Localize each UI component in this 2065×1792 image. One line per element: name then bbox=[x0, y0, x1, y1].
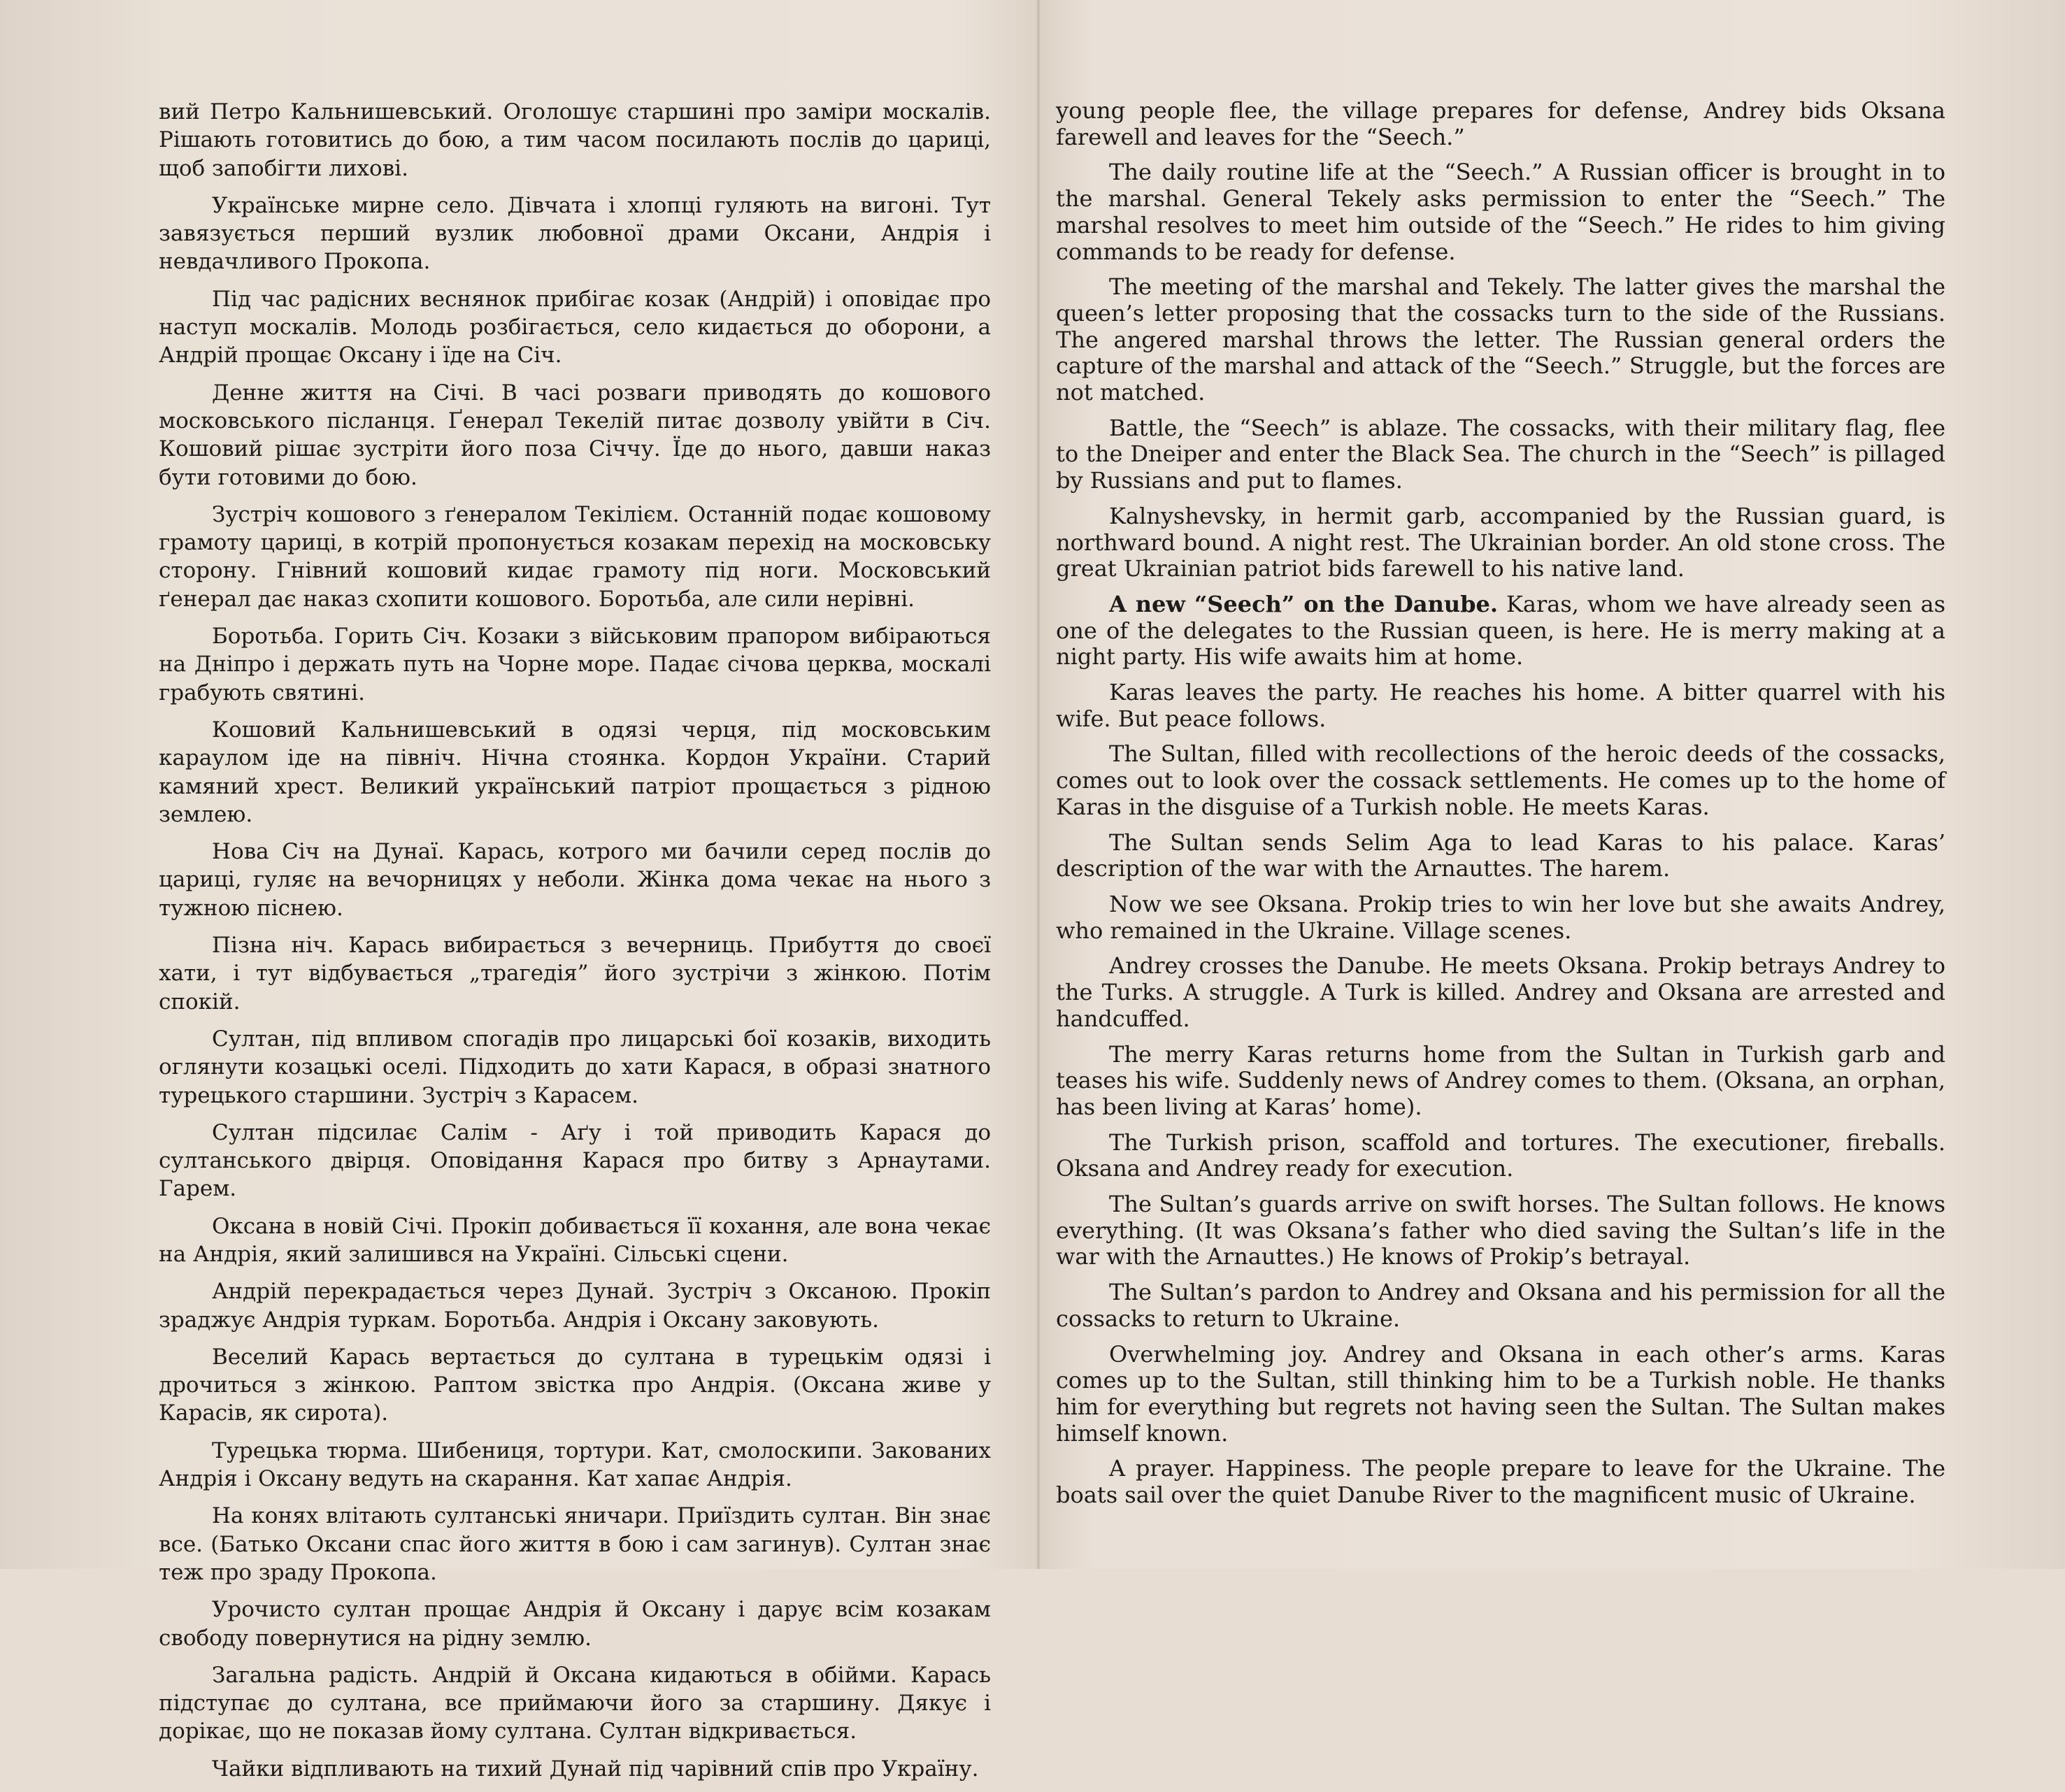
ukrainian-synopsis-column bbox=[159, 98, 991, 1792]
bold-lead: A new “Seech” on the Danube. bbox=[1109, 590, 1499, 617]
paragraph: The meeting of the marshal and Tekely. The latter gives the marshal the queen’s letter proposing that the cossacks turn to the side of the Russians. The angered marshal throws the letter. The Russian general orders the capture of the marshal and attack of the “Seech.” Struggle, but the forces are not matched. bbox=[1056, 273, 1945, 406]
paragraph: The Sultan’s guards arrive on swift horses. The Sultan follows. He knows everything. (It was Oksana’s father who died saving the Sultan’s life in the war with the Arnauttes.) He knows of Prokip’s betrayal. bbox=[1056, 1191, 1945, 1270]
paragraph: The merry Karas returns home from the Sultan in Turkish garb and teases his wife. Suddenly news of Andrey comes to them. (Oksana, an orphan, has been living at Karas’ home). bbox=[1056, 1040, 1945, 1120]
paragraph: Веселий Карась вертається до султана в турецькім одязі і дрочиться з жінкою. Раптом звістка про Андрія. (Оксана живе у Карасів, як сирота). bbox=[159, 1344, 991, 1426]
paragraph: Турецька тюрма. Шибениця, тортури. Кат, смолоскипи. Закованих Андрія і Оксану ведуть на скарання. Кат хапає Андрія. bbox=[159, 1438, 991, 1492]
paragraph: Kalnyshevsky, in hermit garb, accompanied by the Russian guard, is northward bound. A night rest. The Ukrainian border. An old stone cross. The great Ukrainian patriot bids farewell to his native land. bbox=[1056, 502, 1945, 582]
center-fold bbox=[1036, 0, 1041, 1569]
paragraph: Султан підсилає Салім - Аґу і той приводить Карася до султанського двірця. Оповідання Карася про битву з Арнаутами. Гарем. bbox=[159, 1119, 991, 1202]
paragraph: Now we see Oksana. Prokip tries to win her love but she awaits Andrey, who remained in the Ukraine. Village scenes. bbox=[1056, 890, 1945, 944]
paragraph: Денне життя на Січі. В часі розваги приводять до кошового московського післанця. Ґенерал Текелій питає дозволу увійти в Січ. Кошовий рішає зустріти його поза Січчу. Їде до нього, давши наказ бути готовими до бою. bbox=[159, 380, 991, 490]
paragraph: Кошовий Кальнишевський в одязі черця, під московським караулом іде на північ. Нічна стоянка. Кордон України. Старий камяний хрест. Великий український патріот прощається з рідною землею. bbox=[159, 717, 991, 827]
english-synopsis-column bbox=[1056, 98, 1945, 1518]
paragraph: Оксана в новій Січі. Прокіп добивається її кохання, але вона чекає на Андрія, який залишився на Україні. Сільські сцени. bbox=[159, 1213, 991, 1267]
paragraph: The daily routine life at the “Seech.” A Russian officer is brought in to the marshal. General Tekely asks permission to enter the “Seech.” The marshal resolves to meet him outside of the “Seech.” He rides to him giving commands to be ready for defense. bbox=[1056, 159, 1945, 265]
paragraph: вий Петро Кальнишевський. Оголошує старшині про заміри москалів. Рішають готовитись до бою, а тим часом посилають послів до цариці, щоб запобігти лихові. bbox=[159, 99, 991, 181]
paragraph: The Turkish prison, scaffold and tortures. The executioner, fireballs. Oksana and Andrey ready for execution. bbox=[1056, 1128, 1945, 1182]
paragraph: Karas leaves the party. He reaches his home. A bitter quarrel with his wife. But peace follows. bbox=[1056, 679, 1945, 732]
paragraph: young people flee, the village prepares for defense, Andrey bids Oksana farewell and leaves for the “Seech.” bbox=[1056, 97, 1945, 150]
paragraph: Андрій перекрадається через Дунай. Зустріч з Оксаною. Прокіп зраджує Андрія туркам. Боротьба. Андрія і Оксану заковують. bbox=[159, 1279, 991, 1333]
paragraph: The Sultan sends Selim Aga to lead Karas to his palace. Karas’ description of the war with the Arnauttes. The harem. bbox=[1056, 829, 1945, 882]
paragraph: Пізна ніч. Карась вибирається з вечерниць. Прибуття до своєї хати, і тут відбувається „трагедія” його зустрічи з жінкою. Потім спокій. bbox=[159, 933, 991, 1015]
paragraph: Урочисто султан прощає Андрія й Оксану і дарує всім козакам свободу повернутися на рідну землю. bbox=[159, 1597, 991, 1651]
paragraph: Battle, the “Seech” is ablaze. The cossacks, with their military flag, flee to the Dneiper and enter the Black Sea. The church in the “Seech” is pillaged by Russians and put to flames. bbox=[1056, 414, 1945, 494]
paragraph: A prayer. Happiness. The people prepare to leave for the Ukraine. The boats sail over the quiet Danube River to the magnificent music of Ukraine. bbox=[1056, 1455, 1945, 1509]
paragraph: The Sultan’s pardon to Andrey and Oksana and his permission for all the cossacks to return to Ukraine. bbox=[1056, 1279, 1945, 1332]
paragraph: Під час радісних веснянок прибігає козак (Андрій) і оповідає про наступ москалів. Молодь розбігається, село кидається до оборони, а Андрій прощає Оксану і їде на Січ. bbox=[159, 286, 991, 368]
paragraph: Українське мирне село. Дівчата і хлопці гуляють на вигоні. Тут завязується перший вузлик любовної драми Оксани, Андрія і невдачливого Прокопа. bbox=[159, 192, 991, 275]
paragraph-with-bold-lead bbox=[1056, 592, 1945, 671]
paragraph-text: Karas, whom we have already seen as one of the delegates to the Russian queen, is here. He is merry making at a night party. His wife awaits him at home. bbox=[1056, 590, 1946, 671]
paragraph: Нова Січ на Дунаї. Карась, котрого ми бачили серед послів до цариці, гуляє на вечорницях у неболи. Жінка дома чекає на нього з тужною піснею. bbox=[159, 839, 991, 921]
paragraph: Загальна радість. Андрій й Оксана кидаються в обійми. Карась підступає до султана, все приймаючи його за старшину. Дякує і дорікає, що не показав йому султана. Султан відкривається. bbox=[159, 1662, 991, 1744]
paragraph: На конях влітають султанські яничари. Приїздить султан. Він знає все. (Батько Оксани спас його життя в бою і сам загинув). Султан знає теж про зраду Прокопа. bbox=[159, 1503, 991, 1585]
paragraph: Andrey crosses the Danube. He meets Oksana. Prokip betrays Andrey to the Turks. A struggle. A Turk is killed. Andrey and Oksana are arrested and handcuffed. bbox=[1056, 952, 1945, 1032]
paragraph: Чайки відпливають на тихий Дунай під чарівний спів про Україну. bbox=[212, 1756, 979, 1782]
paragraph: Боротьба. Горить Січ. Козаки з військовим прапором вибіраються на Дніпро і держать путь на Чорне море. Падає січова церква, москалі грабують святині. bbox=[159, 624, 991, 705]
paragraph: Overwhelming joy. Andrey and Oksana in each other’s arms. Karas comes up to the Sultan, still thinking him to be a Turkish noble. He thanks him for everything but regrets not having seen the Sultan. The Sultan makes himself known. bbox=[1056, 1340, 1945, 1447]
paragraph: Зустріч кошового з ґенералом Текілієм. Останній подає кошовому грамоту цариці, в котрій пропонується козакам перехід на московську сторону. Гнівний кошовий кидає грамоту під ноги. Московський ґенерал дає наказ схопити кошового. Боротьба, але сили нерівні. bbox=[159, 501, 991, 612]
paragraph: Султан, під впливом спогадів про лицарські бої козаків, виходить оглянути козацькі оселі. Підходить до хати Карася, в образі знатного турецького старшини. Зустріч з Карасем. bbox=[159, 1026, 991, 1108]
paragraph: The Sultan, filled with recollections of the heroic deeds of the cossacks, comes out to look over the cossack settlements. He comes up to the home of Karas in the disguise of a Turkish noble. He meets Karas. bbox=[1056, 740, 1945, 820]
